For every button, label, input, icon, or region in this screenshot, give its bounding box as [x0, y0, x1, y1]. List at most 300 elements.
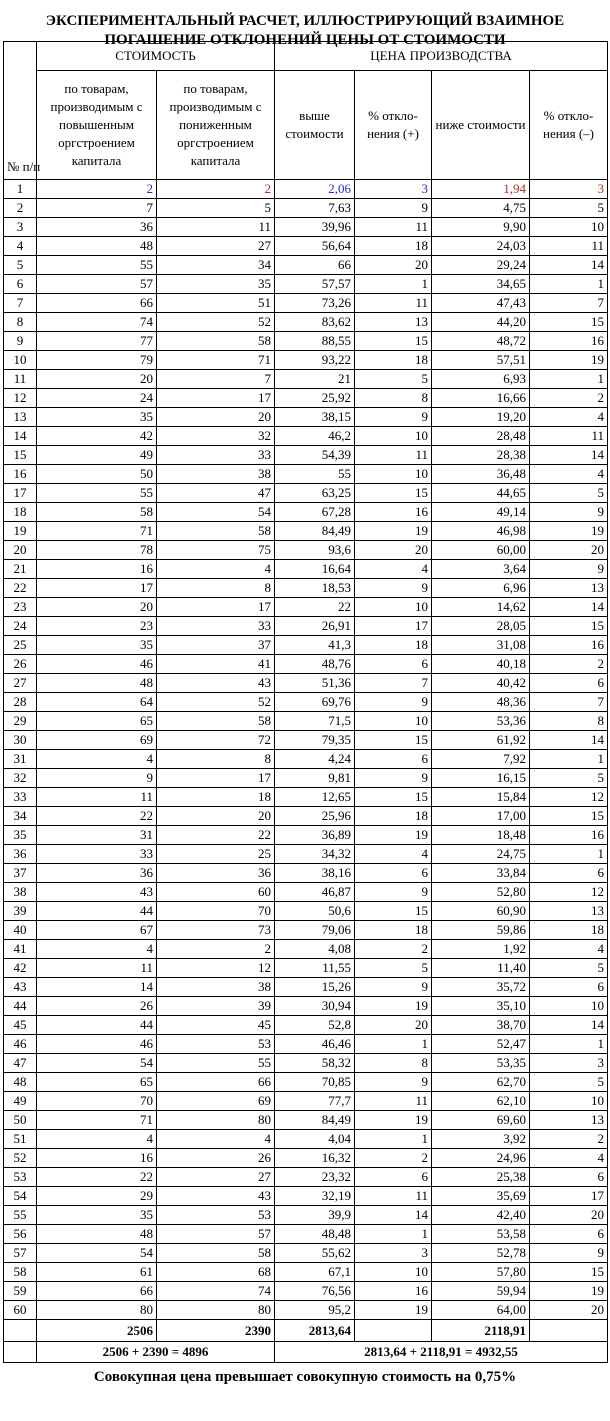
value-low: 17: [157, 598, 275, 617]
price-below: 28,38: [432, 446, 530, 465]
table-row: [4, 180, 608, 199]
price-below: 31,08: [432, 636, 530, 655]
value-high: 48: [37, 674, 157, 693]
table-row: [4, 1225, 608, 1244]
table-row: [4, 1092, 608, 1111]
price-below: 4,75: [432, 199, 530, 218]
value-low: 43: [157, 674, 275, 693]
table-row: [4, 275, 608, 294]
eq-empty: [4, 1342, 37, 1363]
pct-minus: 13: [530, 579, 608, 598]
pct-plus: 19: [355, 1301, 432, 1320]
price-below: 35,69: [432, 1187, 530, 1206]
price-above: 76,56: [275, 1282, 355, 1301]
table-row: [4, 769, 608, 788]
price-below: 1,92: [432, 940, 530, 959]
price-above: 21: [275, 370, 355, 389]
pct-plus: 6: [355, 750, 432, 769]
price-below: 6,93: [432, 370, 530, 389]
value-low: 18: [157, 788, 275, 807]
price-above: 77,7: [275, 1092, 355, 1111]
pct-minus: 14: [530, 256, 608, 275]
total-high: 2506: [37, 1320, 157, 1342]
value-high: 46: [37, 655, 157, 674]
price-above: 63,25: [275, 484, 355, 503]
table-row: [4, 750, 608, 769]
pct-minus: 2: [530, 655, 608, 674]
value-low: 8: [157, 579, 275, 598]
value-high: 66: [37, 294, 157, 313]
table-row: [4, 1035, 608, 1054]
pct-plus: 18: [355, 921, 432, 940]
price-above: 46,87: [275, 883, 355, 902]
pct-plus: 13: [355, 313, 432, 332]
row-number: 40: [4, 921, 37, 940]
price-below: 24,75: [432, 845, 530, 864]
pct-minus: 9: [530, 1244, 608, 1263]
value-high: 4: [37, 750, 157, 769]
price-below: 59,86: [432, 921, 530, 940]
pct-minus: 14: [530, 598, 608, 617]
price-above: 4,04: [275, 1130, 355, 1149]
value-high: 50: [37, 465, 157, 484]
pct-plus: 3: [355, 1244, 432, 1263]
pct-minus: 5: [530, 1073, 608, 1092]
price-equation: 2813,64 + 2118,91 = 4932,55: [275, 1342, 608, 1363]
value-high: 16: [37, 560, 157, 579]
price-below: 3,92: [432, 1130, 530, 1149]
price-above: 55,62: [275, 1244, 355, 1263]
row-number: 13: [4, 408, 37, 427]
value-high: 71: [37, 1111, 157, 1130]
row-number: 14: [4, 427, 37, 446]
price-above: 16,32: [275, 1149, 355, 1168]
price-below: 29,24: [432, 256, 530, 275]
price-above: 25,92: [275, 389, 355, 408]
header-price-group: ЦЕНА ПРОИЗВОДСТВА: [275, 42, 608, 71]
table-row: [4, 845, 608, 864]
price-below: 62,10: [432, 1092, 530, 1111]
price-below: 53,35: [432, 1054, 530, 1073]
value-high: 33: [37, 845, 157, 864]
equation-row: [4, 1342, 608, 1363]
price-below: 15,84: [432, 788, 530, 807]
value-high: 54: [37, 1054, 157, 1073]
pct-minus: 4: [530, 465, 608, 484]
value-high: 42: [37, 427, 157, 446]
price-below: 48,36: [432, 693, 530, 712]
price-above: 11,55: [275, 959, 355, 978]
price-below: 53,36: [432, 712, 530, 731]
row-number: 39: [4, 902, 37, 921]
value-high: 46: [37, 1035, 157, 1054]
price-below: 14,62: [432, 598, 530, 617]
price-below: 18,48: [432, 826, 530, 845]
pct-plus: 3: [355, 180, 432, 199]
value-high: 61: [37, 1263, 157, 1282]
price-above: 9,81: [275, 769, 355, 788]
row-number: 48: [4, 1073, 37, 1092]
price-above: 57,57: [275, 275, 355, 294]
price-above: 83,62: [275, 313, 355, 332]
value-high: 54: [37, 1244, 157, 1263]
price-above: 95,2: [275, 1301, 355, 1320]
value-low: 20: [157, 807, 275, 826]
value-high: 67: [37, 921, 157, 940]
value-low: 37: [157, 636, 275, 655]
price-above: 48,48: [275, 1225, 355, 1244]
value-low: 58: [157, 522, 275, 541]
table-row: [4, 1054, 608, 1073]
pct-plus: 19: [355, 522, 432, 541]
table-row: [4, 1073, 608, 1092]
table-row: [4, 427, 608, 446]
row-number: 56: [4, 1225, 37, 1244]
table-row: [4, 237, 608, 256]
row-number: 3: [4, 218, 37, 237]
pct-plus: 7: [355, 674, 432, 693]
value-low: 17: [157, 389, 275, 408]
value-low: 58: [157, 1244, 275, 1263]
pct-plus: 8: [355, 1054, 432, 1073]
value-high: 26: [37, 997, 157, 1016]
value-low: 20: [157, 408, 275, 427]
row-number: 58: [4, 1263, 37, 1282]
price-above: 84,49: [275, 1111, 355, 1130]
pct-minus: 11: [530, 427, 608, 446]
price-above: 2,06: [275, 180, 355, 199]
value-high: 66: [37, 1282, 157, 1301]
table-row: [4, 788, 608, 807]
value-high: 22: [37, 1168, 157, 1187]
totals-empty: [4, 1320, 37, 1342]
price-above: 58,32: [275, 1054, 355, 1073]
price-above: 73,26: [275, 294, 355, 313]
row-number: 18: [4, 503, 37, 522]
value-high: 79: [37, 351, 157, 370]
pct-minus: 6: [530, 1225, 608, 1244]
price-below: 7,92: [432, 750, 530, 769]
row-number: 49: [4, 1092, 37, 1111]
pct-minus: 17: [530, 1187, 608, 1206]
price-below: 59,94: [432, 1282, 530, 1301]
value-high: 48: [37, 237, 157, 256]
price-above: 79,35: [275, 731, 355, 750]
price-below: 64,00: [432, 1301, 530, 1320]
price-below: 9,90: [432, 218, 530, 237]
pct-minus: 7: [530, 294, 608, 313]
price-below: 40,18: [432, 655, 530, 674]
value-low: 38: [157, 978, 275, 997]
table-row: [4, 332, 608, 351]
table-row: [4, 256, 608, 275]
pct-minus: 15: [530, 313, 608, 332]
pct-plus: 19: [355, 997, 432, 1016]
pct-plus: 9: [355, 408, 432, 427]
value-high: 36: [37, 218, 157, 237]
value-high: 14: [37, 978, 157, 997]
pct-minus: 14: [530, 731, 608, 750]
value-low: 7: [157, 370, 275, 389]
pct-minus: 12: [530, 788, 608, 807]
price-below: 35,72: [432, 978, 530, 997]
price-above: 51,36: [275, 674, 355, 693]
pct-plus: 18: [355, 807, 432, 826]
value-high: 65: [37, 712, 157, 731]
price-below: 42,40: [432, 1206, 530, 1225]
row-number: 1: [4, 180, 37, 199]
pct-plus: 1: [355, 1225, 432, 1244]
price-above: 34,32: [275, 845, 355, 864]
price-below: 25,38: [432, 1168, 530, 1187]
table-row: [4, 1263, 608, 1282]
price-above: 93,22: [275, 351, 355, 370]
table-row: [4, 712, 608, 731]
row-number: 23: [4, 598, 37, 617]
value-high: 11: [37, 788, 157, 807]
header-rownum: № п/п: [4, 42, 37, 180]
pct-plus: 4: [355, 560, 432, 579]
pct-minus: 2: [530, 1130, 608, 1149]
header-pct-plus: % откло-нения (+): [355, 71, 432, 180]
pct-minus: 5: [530, 769, 608, 788]
row-number: 17: [4, 484, 37, 503]
pct-plus: 10: [355, 427, 432, 446]
row-number: 25: [4, 636, 37, 655]
price-above: 38,16: [275, 864, 355, 883]
price-below: 61,92: [432, 731, 530, 750]
pct-minus: 1: [530, 845, 608, 864]
pct-minus: 20: [530, 1206, 608, 1225]
value-low: 2: [157, 180, 275, 199]
row-number: 53: [4, 1168, 37, 1187]
table-row: [4, 351, 608, 370]
price-above: 55: [275, 465, 355, 484]
pct-minus: 10: [530, 1092, 608, 1111]
total-low: 2390: [157, 1320, 275, 1342]
price-below: 47,43: [432, 294, 530, 313]
pct-minus: 16: [530, 332, 608, 351]
table-row: [4, 541, 608, 560]
value-low: 45: [157, 1016, 275, 1035]
table-row: [4, 636, 608, 655]
row-number: 41: [4, 940, 37, 959]
pct-minus: 12: [530, 883, 608, 902]
price-below: 3,64: [432, 560, 530, 579]
value-low: 68: [157, 1263, 275, 1282]
total-above: 2813,64: [275, 1320, 355, 1342]
price-above: 41,3: [275, 636, 355, 655]
price-above: 4,08: [275, 940, 355, 959]
row-number: 52: [4, 1149, 37, 1168]
pct-plus: 10: [355, 1263, 432, 1282]
price-above: 52,8: [275, 1016, 355, 1035]
price-below: 62,70: [432, 1073, 530, 1092]
price-below: 52,80: [432, 883, 530, 902]
pct-plus: 1: [355, 1130, 432, 1149]
price-below: 36,48: [432, 465, 530, 484]
value-high: 58: [37, 503, 157, 522]
row-number: 37: [4, 864, 37, 883]
row-number: 8: [4, 313, 37, 332]
pct-minus: 11: [530, 237, 608, 256]
price-above: 84,49: [275, 522, 355, 541]
price-above: 66: [275, 256, 355, 275]
pct-plus: 19: [355, 826, 432, 845]
pct-minus: 20: [530, 1301, 608, 1320]
pct-plus: 11: [355, 294, 432, 313]
pct-plus: 15: [355, 484, 432, 503]
price-below: 35,10: [432, 997, 530, 1016]
pct-plus: 9: [355, 199, 432, 218]
price-above: 54,39: [275, 446, 355, 465]
row-number: 26: [4, 655, 37, 674]
value-high: 35: [37, 408, 157, 427]
table-row: [4, 1130, 608, 1149]
pct-minus: 14: [530, 446, 608, 465]
pct-minus: 13: [530, 1111, 608, 1130]
pct-plus: 9: [355, 769, 432, 788]
price-below: 69,60: [432, 1111, 530, 1130]
price-above: 26,91: [275, 617, 355, 636]
price-above: 39,96: [275, 218, 355, 237]
value-low: 33: [157, 617, 275, 636]
pct-plus: 9: [355, 883, 432, 902]
value-high: 70: [37, 1092, 157, 1111]
value-low: 70: [157, 902, 275, 921]
row-number: 43: [4, 978, 37, 997]
table-row: [4, 978, 608, 997]
value-low: 22: [157, 826, 275, 845]
pct-minus: 18: [530, 921, 608, 940]
table-row: [4, 959, 608, 978]
table-row: [4, 902, 608, 921]
price-below: 24,96: [432, 1149, 530, 1168]
price-below: 57,80: [432, 1263, 530, 1282]
row-number: 11: [4, 370, 37, 389]
value-high: 35: [37, 1206, 157, 1225]
pct-minus: 15: [530, 807, 608, 826]
header-pct-minus: % откло-нения (–): [530, 71, 608, 180]
value-low: 73: [157, 921, 275, 940]
table-row: [4, 864, 608, 883]
value-high: 23: [37, 617, 157, 636]
table-row: [4, 1206, 608, 1225]
value-high: 80: [37, 1301, 157, 1320]
price-below: 11,40: [432, 959, 530, 978]
pct-plus: 15: [355, 731, 432, 750]
price-below: 40,42: [432, 674, 530, 693]
price-above: 16,64: [275, 560, 355, 579]
header-below-value: ниже стоимости: [432, 71, 530, 180]
value-low: 51: [157, 294, 275, 313]
conclusion-text: Совокупная цена превышает совокупную стоимость на 0,75%: [93, 1369, 517, 1385]
price-above: 71,5: [275, 712, 355, 731]
pct-minus: 10: [530, 218, 608, 237]
pct-plus: 9: [355, 978, 432, 997]
value-high: 31: [37, 826, 157, 845]
pct-minus: 19: [530, 351, 608, 370]
row-number: 16: [4, 465, 37, 484]
table-row: [4, 446, 608, 465]
table-row: [4, 294, 608, 313]
row-number: 7: [4, 294, 37, 313]
header-high-composition: по товарам, производимым с повышенным оргстроением капитала: [37, 71, 157, 180]
pct-plus: 6: [355, 1168, 432, 1187]
totals-empty-3: [530, 1320, 608, 1342]
pct-minus: 8: [530, 712, 608, 731]
row-number: 29: [4, 712, 37, 731]
pct-minus: 3: [530, 1054, 608, 1073]
price-below: 1,94: [432, 180, 530, 199]
pct-plus: 19: [355, 1111, 432, 1130]
pct-plus: 9: [355, 1073, 432, 1092]
value-low: 75: [157, 541, 275, 560]
table-row: [4, 1187, 608, 1206]
row-number: 54: [4, 1187, 37, 1206]
value-low: 58: [157, 712, 275, 731]
value-high: 24: [37, 389, 157, 408]
value-high: 2: [37, 180, 157, 199]
table-row: [4, 1244, 608, 1263]
price-above: 7,63: [275, 199, 355, 218]
row-number: 28: [4, 693, 37, 712]
pct-minus: 6: [530, 1168, 608, 1187]
header-value-group: СТОИМОСТЬ: [37, 42, 275, 71]
price-above: 38,15: [275, 408, 355, 427]
row-number: 36: [4, 845, 37, 864]
value-low: 52: [157, 313, 275, 332]
row-number: 47: [4, 1054, 37, 1073]
value-low: 27: [157, 237, 275, 256]
price-below: 24,03: [432, 237, 530, 256]
value-low: 60: [157, 883, 275, 902]
price-below: 34,65: [432, 275, 530, 294]
value-high: 22: [37, 807, 157, 826]
value-high: 78: [37, 541, 157, 560]
pct-minus: 5: [530, 484, 608, 503]
row-number: 55: [4, 1206, 37, 1225]
value-low: 38: [157, 465, 275, 484]
row-number: 21: [4, 560, 37, 579]
value-high: 74: [37, 313, 157, 332]
table-row: [4, 731, 608, 750]
pct-minus: 9: [530, 560, 608, 579]
totals-row: [4, 1320, 608, 1342]
pct-plus: 8: [355, 389, 432, 408]
value-low: 5: [157, 199, 275, 218]
pct-plus: 15: [355, 902, 432, 921]
table-row: [4, 940, 608, 959]
value-low: 17: [157, 769, 275, 788]
value-low: 34: [157, 256, 275, 275]
price-below: 19,20: [432, 408, 530, 427]
price-above: 46,46: [275, 1035, 355, 1054]
row-number: 27: [4, 674, 37, 693]
price-above: 25,96: [275, 807, 355, 826]
pct-plus: 20: [355, 541, 432, 560]
price-below: 17,00: [432, 807, 530, 826]
row-number: 5: [4, 256, 37, 275]
pct-plus: 2: [355, 1149, 432, 1168]
row-number: 46: [4, 1035, 37, 1054]
price-below: 52,47: [432, 1035, 530, 1054]
title-line-1: ЭКСПЕРИМЕНТАЛЬНЫЙ РАСЧЕТ, ИЛЛЮСТРИРУЮЩИЙ ВЗАИМНОЕ: [45, 13, 565, 29]
row-number: 38: [4, 883, 37, 902]
table-row: [4, 199, 608, 218]
table-row: [4, 465, 608, 484]
table-row: [4, 655, 608, 674]
